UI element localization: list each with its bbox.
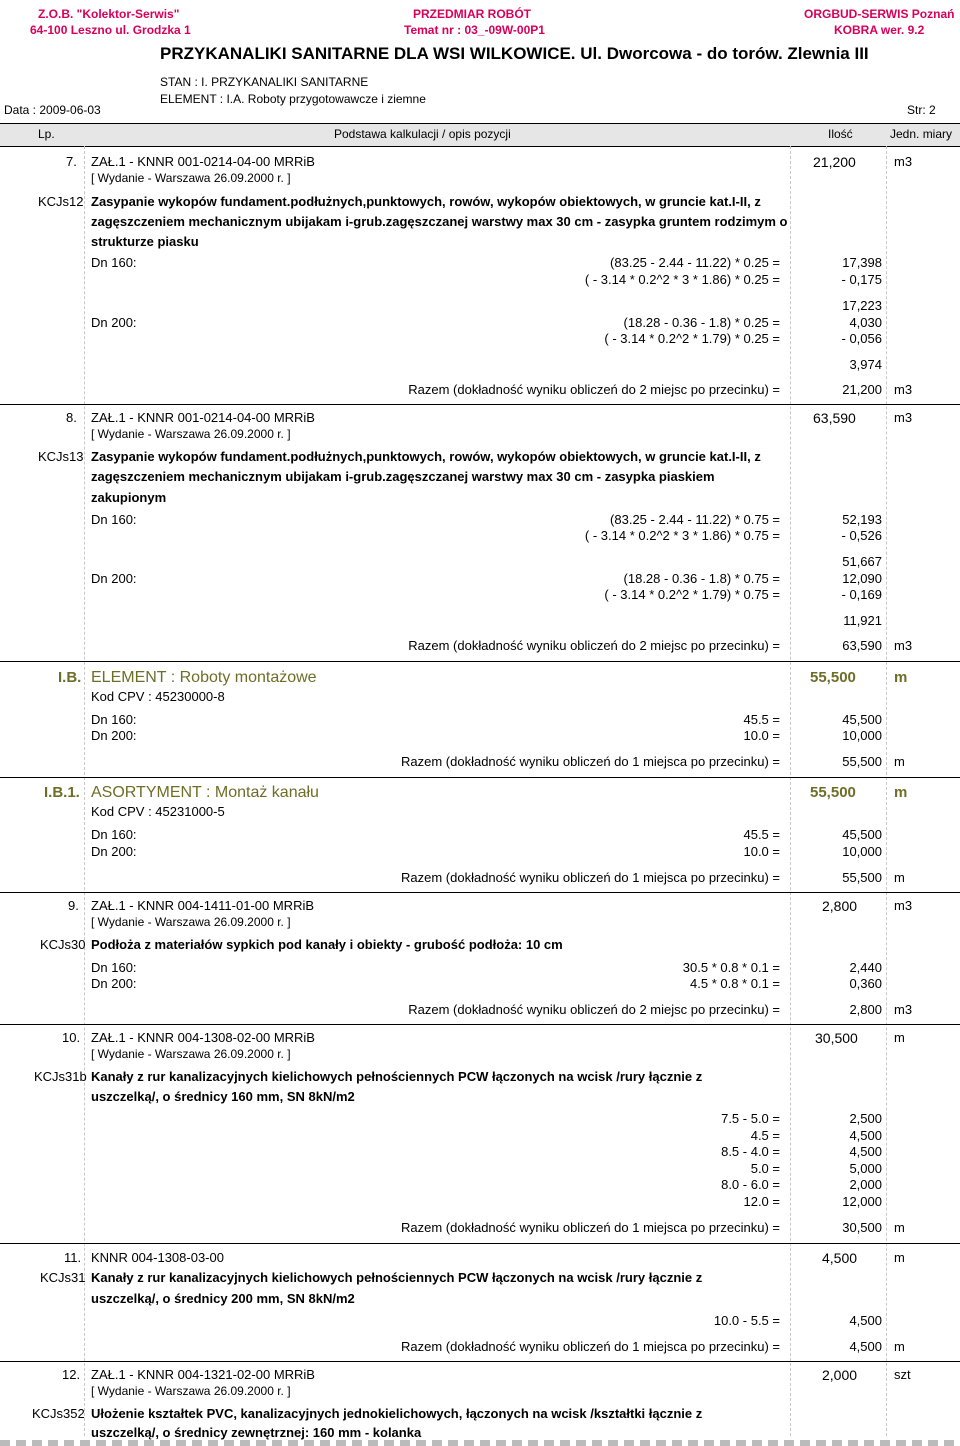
item-description: Kanały z rur kanalizacyjnych kielichowych pełnościennych PCW łączonych na wcisk /rury łącznie z <box>91 1270 703 1285</box>
item-number: 9. <box>68 898 79 913</box>
formula: 12.0 = <box>743 1194 780 1209</box>
cpv-code: Kod CPV : 45230000-8 <box>91 689 225 704</box>
formula: 4.5 * 0.8 * 0.1 = <box>690 976 780 991</box>
calculation-base: ZAŁ.1 - KNNR 004-1321-02-00 MRRiB <box>91 1367 315 1382</box>
total-label: Razem (dokładność wyniku obliczeń do 2 miejsc po przecinku) = <box>408 1002 780 1017</box>
formula-value: 4,500 <box>849 1144 882 1159</box>
date-label: Data : 2009-06-03 <box>4 103 101 117</box>
item-code: KCJs30 <box>40 937 86 952</box>
total-unit: m3 <box>894 1002 913 1017</box>
item-number: 8. <box>66 410 77 425</box>
edition: [ Wydanie - Warszawa 26.09.2000 r. ] <box>91 171 291 185</box>
item-description: strukturze piasku <box>91 234 199 249</box>
formula-value: 4,500 <box>849 1313 882 1328</box>
item-description: Podłoża z materiałów sypkich pod kanały i obiekty - grubość podłoża: 10 cm <box>91 937 563 952</box>
item-description: uszczelką/, o średnicy 200 mm, SN 8kN/m2 <box>91 1291 355 1306</box>
formula-value: - 0,169 <box>841 587 882 602</box>
edition: [ Wydanie - Warszawa 26.09.2000 r. ] <box>91 1384 291 1398</box>
calculation-base: ZAŁ.1 - KNNR 004-1308-02-00 MRRiB <box>91 1030 315 1045</box>
item-unit: m3 <box>894 410 913 425</box>
item-description: Ułożenie kształtek PVC, kanalizacyjnych jednokielichowych, łączonych na wcisk /kształtki łącznie z <box>91 1406 703 1421</box>
item-description: uszczelką/, o średnicy zewnętrznej: 160 mm - kolanka <box>91 1425 422 1440</box>
item-description: zagęszczeniem mechanicznym ubijakam i-grub.zagęszczanej warstwy max 30 cm - zasypka gruntem rodzimym o <box>91 214 788 229</box>
separator <box>0 1361 960 1362</box>
item-description: Zasypanie wykopów fundament.podłużnych,punktowych, rowów, wykopów obiektowych, w gruncie kat.I-II, z <box>91 449 761 464</box>
company-address: 64-100 Leszno ul. Grodzka 1 <box>30 23 191 37</box>
item-description: Kanały z rur kanalizacyjnych kielichowych pełnościennych PCW łączonych na wcisk /rury łącznie z <box>91 1069 703 1084</box>
measurement-label: Dn 160: <box>91 512 137 527</box>
measurement-label: Dn 200: <box>91 571 137 586</box>
total-label: Razem (dokładność wyniku obliczeń do 1 miejsca po przecinku) = <box>401 870 780 885</box>
total-unit: m <box>894 1220 905 1235</box>
formula-value: 2,000 <box>849 1177 882 1192</box>
item-quantity: 21,200 <box>813 154 856 170</box>
col-lp: Lp. <box>38 127 55 141</box>
assortment-unit: m <box>894 784 908 801</box>
element-number: I.B. <box>58 669 82 686</box>
separator <box>0 892 960 893</box>
item-code: KCJs12 <box>38 194 84 209</box>
item-description: zakupionym <box>91 490 167 505</box>
formula: 5.0 = <box>750 1161 780 1176</box>
formula-value: 17,398 <box>842 255 882 270</box>
total-value: 2,800 <box>849 1002 882 1017</box>
separator <box>0 777 960 778</box>
formula: 8.5 - 4.0 = <box>721 1144 780 1159</box>
item-code: KCJs352 <box>32 1406 85 1421</box>
formula-value: 5,000 <box>849 1161 882 1176</box>
formula: 45.5 = <box>743 712 780 727</box>
calculation-base: ZAŁ.1 - KNNR 004-1411-01-00 MRRiB <box>91 898 315 913</box>
item-number: 11. <box>64 1250 82 1265</box>
formula-value: 45,500 <box>842 712 882 727</box>
formula: 8.0 - 6.0 = <box>721 1177 780 1192</box>
edition: [ Wydanie - Warszawa 26.09.2000 r. ] <box>91 1047 291 1061</box>
element-quantity: 55,500 <box>810 669 856 686</box>
formula: 7.5 - 5.0 = <box>721 1111 780 1126</box>
page-number: Str: 2 <box>907 103 936 117</box>
formula-value: 4,030 <box>849 315 882 330</box>
formula: (83.25 - 2.44 - 11.22) * 0.75 = <box>610 512 780 527</box>
formula-value: 10,000 <box>842 844 882 859</box>
total-unit: m <box>894 870 905 885</box>
col-quantity: Ilość <box>828 127 853 141</box>
total-unit: m <box>894 754 905 769</box>
edition: [ Wydanie - Warszawa 26.09.2000 r. ] <box>91 915 291 929</box>
total-label: Razem (dokładność wyniku obliczeń do 1 miejsca po przecinku) = <box>401 1339 780 1354</box>
item-unit: m3 <box>894 154 913 169</box>
formula: 4.5 = <box>750 1128 780 1143</box>
item-quantity: 2,000 <box>822 1367 858 1383</box>
formula-value: 0,360 <box>849 976 882 991</box>
total-label: Razem (dokładność wyniku obliczeń do 1 miejsca po przecinku) = <box>401 1220 780 1235</box>
edition: [ Wydanie - Warszawa 26.09.2000 r. ] <box>91 427 291 441</box>
topic-number: Temat nr : 03_-09W-00P1 <box>404 23 545 37</box>
assortment-title: ASORTYMENT : Montaż kanału <box>91 784 319 801</box>
formula-value: 12,000 <box>842 1194 882 1209</box>
formula: 10.0 - 5.5 = <box>713 1313 780 1328</box>
separator <box>0 1243 960 1244</box>
formula: (18.28 - 0.36 - 1.8) * 0.25 = <box>623 315 780 330</box>
measurement-label: Dn 160: <box>91 960 137 975</box>
total-unit: m3 <box>894 382 913 397</box>
cpv-code: Kod CPV : 45231000-5 <box>91 804 225 819</box>
item-unit: m <box>894 1250 905 1265</box>
formula: ( - 3.14 * 0.2^2 * 3 * 1.86) * 0.75 = <box>584 528 780 543</box>
element-unit: m <box>894 669 908 686</box>
element-title: ELEMENT : Roboty montażowe <box>91 669 317 686</box>
formula-value: 45,500 <box>842 827 882 842</box>
company-name: Z.O.B. "Kolektor-Serwis" <box>38 7 180 21</box>
col-unit: Jedn. miary <box>890 127 953 141</box>
measurement-label: Dn 160: <box>91 712 137 727</box>
separator <box>0 1024 960 1025</box>
formula-value: 2,440 <box>849 960 882 975</box>
item-code: KCJs31 <box>40 1270 86 1285</box>
measurement-label: Dn 200: <box>91 315 137 330</box>
total-value: 21,200 <box>842 382 882 397</box>
formula-value: - 0,175 <box>841 272 882 287</box>
item-code: KCJs31b <box>34 1069 87 1084</box>
formula: ( - 3.14 * 0.2^2 * 1.79) * 0.75 = <box>604 587 780 602</box>
calculation-base: KNNR 004-1308-03-00 <box>91 1250 224 1265</box>
measurement-label: Dn 160: <box>91 827 137 842</box>
separator <box>0 404 960 405</box>
item-unit: szt <box>894 1367 911 1382</box>
formula: (18.28 - 0.36 - 1.8) * 0.75 = <box>623 571 780 586</box>
calculation-base: ZAŁ.1 - KNNR 001-0214-04-00 MRRiB <box>91 410 315 425</box>
item-description: uszczelką/, o średnicy 160 mm, SN 8kN/m2 <box>91 1089 355 1104</box>
item-quantity: 30,500 <box>815 1030 858 1046</box>
measurement-label: Dn 200: <box>91 976 137 991</box>
formula-value: - 0,056 <box>841 331 882 346</box>
item-number: 7. <box>66 154 77 169</box>
total-value: 4,500 <box>849 1339 882 1354</box>
item-number: 12. <box>62 1367 81 1382</box>
item-unit: m3 <box>894 898 913 913</box>
item-number: 10. <box>62 1030 81 1045</box>
formula: 30.5 * 0.8 * 0.1 = <box>682 960 780 975</box>
calculation-base: ZAŁ.1 - KNNR 001-0214-04-00 MRRiB <box>91 154 315 169</box>
formula-value: 12,090 <box>842 571 882 586</box>
total-label: Razem (dokładność wyniku obliczeń do 2 miejsc po przecinku) = <box>408 638 780 653</box>
formula: (83.25 - 2.44 - 11.22) * 0.25 = <box>610 255 780 270</box>
col-description: Podstawa kalkulacji / opis pozycji <box>334 127 511 141</box>
page-title: PRZYKANALIKI SANITARNE DLA WSI WILKOWICE. Ul. Dworcowa - do torów. Zlewnia III <box>160 44 869 63</box>
document-type: PRZEDMIAR ROBÓT <box>413 7 531 21</box>
formula: 45.5 = <box>743 827 780 842</box>
page-bottom-edge <box>0 1440 960 1446</box>
assortment-quantity: 55,500 <box>810 784 856 801</box>
subtotal: 3,974 <box>849 357 882 372</box>
total-value: 55,500 <box>842 870 882 885</box>
separator <box>0 661 960 662</box>
formula: ( - 3.14 * 0.2^2 * 1.79) * 0.25 = <box>604 331 780 346</box>
formula-value: 52,193 <box>842 512 882 527</box>
formula-value: 10,000 <box>842 728 882 743</box>
formula-value: 2,500 <box>849 1111 882 1126</box>
item-quantity: 2,800 <box>822 898 858 914</box>
total-unit: m <box>894 1339 905 1354</box>
total-value: 63,590 <box>842 638 882 653</box>
subtotal: 11,921 <box>843 613 882 628</box>
formula: 10.0 = <box>743 728 780 743</box>
total-label: Razem (dokładność wyniku obliczeń do 1 miejsca po przecinku) = <box>401 754 780 769</box>
item-description: Zasypanie wykopów fundament.podłużnych,punktowych, rowów, wykopów obiektowych, w gruncie kat.I-II, z <box>91 194 761 209</box>
formula: ( - 3.14 * 0.2^2 * 3 * 1.86) * 0.25 = <box>584 272 780 287</box>
item-unit: m <box>894 1030 905 1045</box>
element-label: ELEMENT : I.A. Roboty przygotowawcze i ziemne <box>160 92 426 106</box>
item-quantity: 4,500 <box>822 1250 858 1266</box>
formula: 10.0 = <box>743 844 780 859</box>
item-description: zagęszczeniem mechanicznym ubijakam i-grub.zagęszczanej warstwy max 30 cm - zasypka piaskiem <box>91 469 715 484</box>
measurement-label: Dn 200: <box>91 844 137 859</box>
item-code: KCJs13 <box>38 449 84 464</box>
item-quantity: 63,590 <box>813 410 856 426</box>
software-version: KOBRA wer. 9.2 <box>834 23 925 37</box>
formula-value: - 0,526 <box>841 528 882 543</box>
subtotal: 51,667 <box>842 554 882 569</box>
assortment-number: I.B.1. <box>44 784 80 801</box>
formula-value: 4,500 <box>849 1128 882 1143</box>
subtotal: 17,223 <box>842 298 882 313</box>
table-header <box>0 123 960 147</box>
author-company: ORGBUD-SERWIS Poznań <box>804 7 955 21</box>
measurement-label: Dn 200: <box>91 728 137 743</box>
total-value: 55,500 <box>842 754 882 769</box>
total-value: 30,500 <box>842 1220 882 1235</box>
total-unit: m3 <box>894 638 913 653</box>
stan-label: STAN : I. PRZYKANALIKI SANITARNE <box>160 75 369 89</box>
total-label: Razem (dokładność wyniku obliczeń do 2 miejsc po przecinku) = <box>408 382 780 397</box>
measurement-label: Dn 160: <box>91 255 137 270</box>
